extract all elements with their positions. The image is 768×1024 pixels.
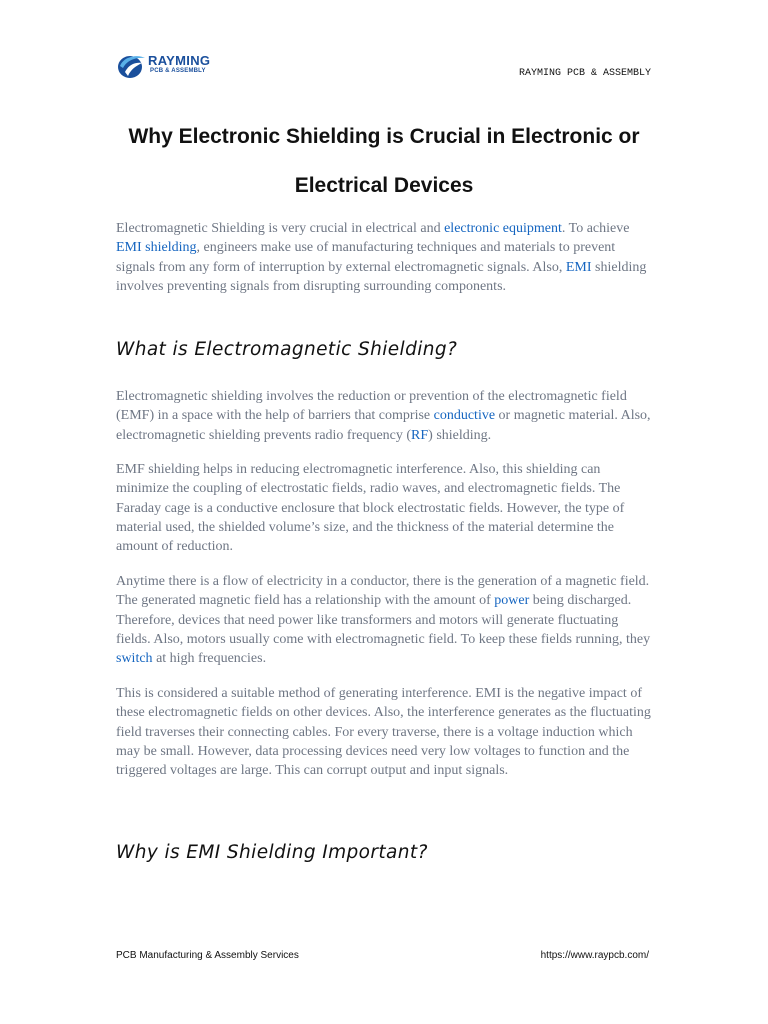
section-heading-why-important: Why is EMI Shielding Important? bbox=[116, 842, 428, 863]
definition-paragraph bbox=[116, 387, 656, 445]
p1-text-4: shielding involves preventing signals from disrupting surrounding components. bbox=[116, 259, 647, 294]
switch-link[interactable]: switch bbox=[116, 651, 153, 667]
power-link[interactable]: power bbox=[494, 593, 530, 609]
p1-text-3: , engineers make use of manufacturing techniques and materials to prevent signals from any form of interruption by external electromagnetic signals. Also, bbox=[116, 240, 616, 275]
logo-subtitle: PCB & ASSEMBLY bbox=[150, 68, 206, 74]
emi-shielding-link[interactable]: EMI shielding bbox=[116, 240, 197, 256]
p4-text-2: being discharged. Therefore, devices that need power like transformers and motors will generate fluctuating fields. Also, motors usually come with electromagnetic field. To keep these fields running, they bbox=[116, 593, 651, 647]
title-line-2: Electrical Devices bbox=[294, 174, 474, 197]
p2-text-1: Electromagnetic shielding involves the reduction or prevention of the electromagnetic field (EMF) in a space with the help of barriers that comprise bbox=[116, 389, 627, 424]
rf-link[interactable]: RF bbox=[411, 427, 429, 443]
logo-name: RAYMING bbox=[148, 53, 211, 68]
p2-text-3: ) shielding. bbox=[428, 427, 492, 443]
header-company-name: RAYMING PCB & ASSEMBLY bbox=[518, 68, 651, 79]
p2-text-2: or magnetic material. Also, electromagnetic shielding prevents radio frequency ( bbox=[116, 408, 651, 443]
page-title bbox=[100, 112, 668, 210]
magnetic-field-paragraph bbox=[116, 572, 656, 668]
section-heading-what-is: What is Electromagnetic Shielding? bbox=[116, 339, 458, 360]
emi-link[interactable]: EMI bbox=[565, 259, 592, 275]
conductive-link[interactable]: conductive bbox=[433, 408, 496, 424]
rayming-logo-icon bbox=[116, 52, 146, 80]
electronic-equipment-link[interactable]: electronic equipment bbox=[444, 221, 562, 236]
company-logo[interactable] bbox=[116, 50, 226, 82]
interference-paragraph: This is considered a suitable method of generating interference. EMI is the negative impact of these electromagnetic fields on other devices. Also, the interference generates as the fluctuating field traverses their connecting cables. For every traverse, there is a voltage induction which may be small. However, data processing devices need very low voltages to function and the triggered voltages are large. This can corrupt output and input signals. bbox=[116, 686, 651, 779]
p1-text-1: Electromagnetic Shielding is very crucial in electrical and bbox=[116, 221, 445, 236]
p1-text-2: . To achieve bbox=[561, 221, 630, 236]
intro-paragraph bbox=[116, 219, 656, 296]
emf-shielding-paragraph: EMF shielding helps in reducing electromagnetic interference. Also, this shielding can minimize the coupling of electrostatic fields, radio waves, and electromagnetic fields. The Faraday cage is a conductive enclosure that block electrostatic fields. However, the type of material used, the shielded volume’s size, and the thickness of the material determine the amount of reduction. bbox=[116, 462, 625, 555]
p4-text-1: Anytime there is a flow of electricity in a conductor, there is the generation of a magnetic field. The generated magnetic field has a relationship with the amount of bbox=[116, 574, 650, 609]
footer-website-link[interactable]: https://www.raypcb.com/ bbox=[540, 950, 649, 961]
title-line-1: Why Electronic Shielding is Crucial in Electronic or bbox=[128, 125, 640, 148]
footer-services-text: PCB Manufacturing & Assembly Services bbox=[116, 950, 299, 961]
p4-text-3: at high frequencies. bbox=[152, 651, 267, 667]
